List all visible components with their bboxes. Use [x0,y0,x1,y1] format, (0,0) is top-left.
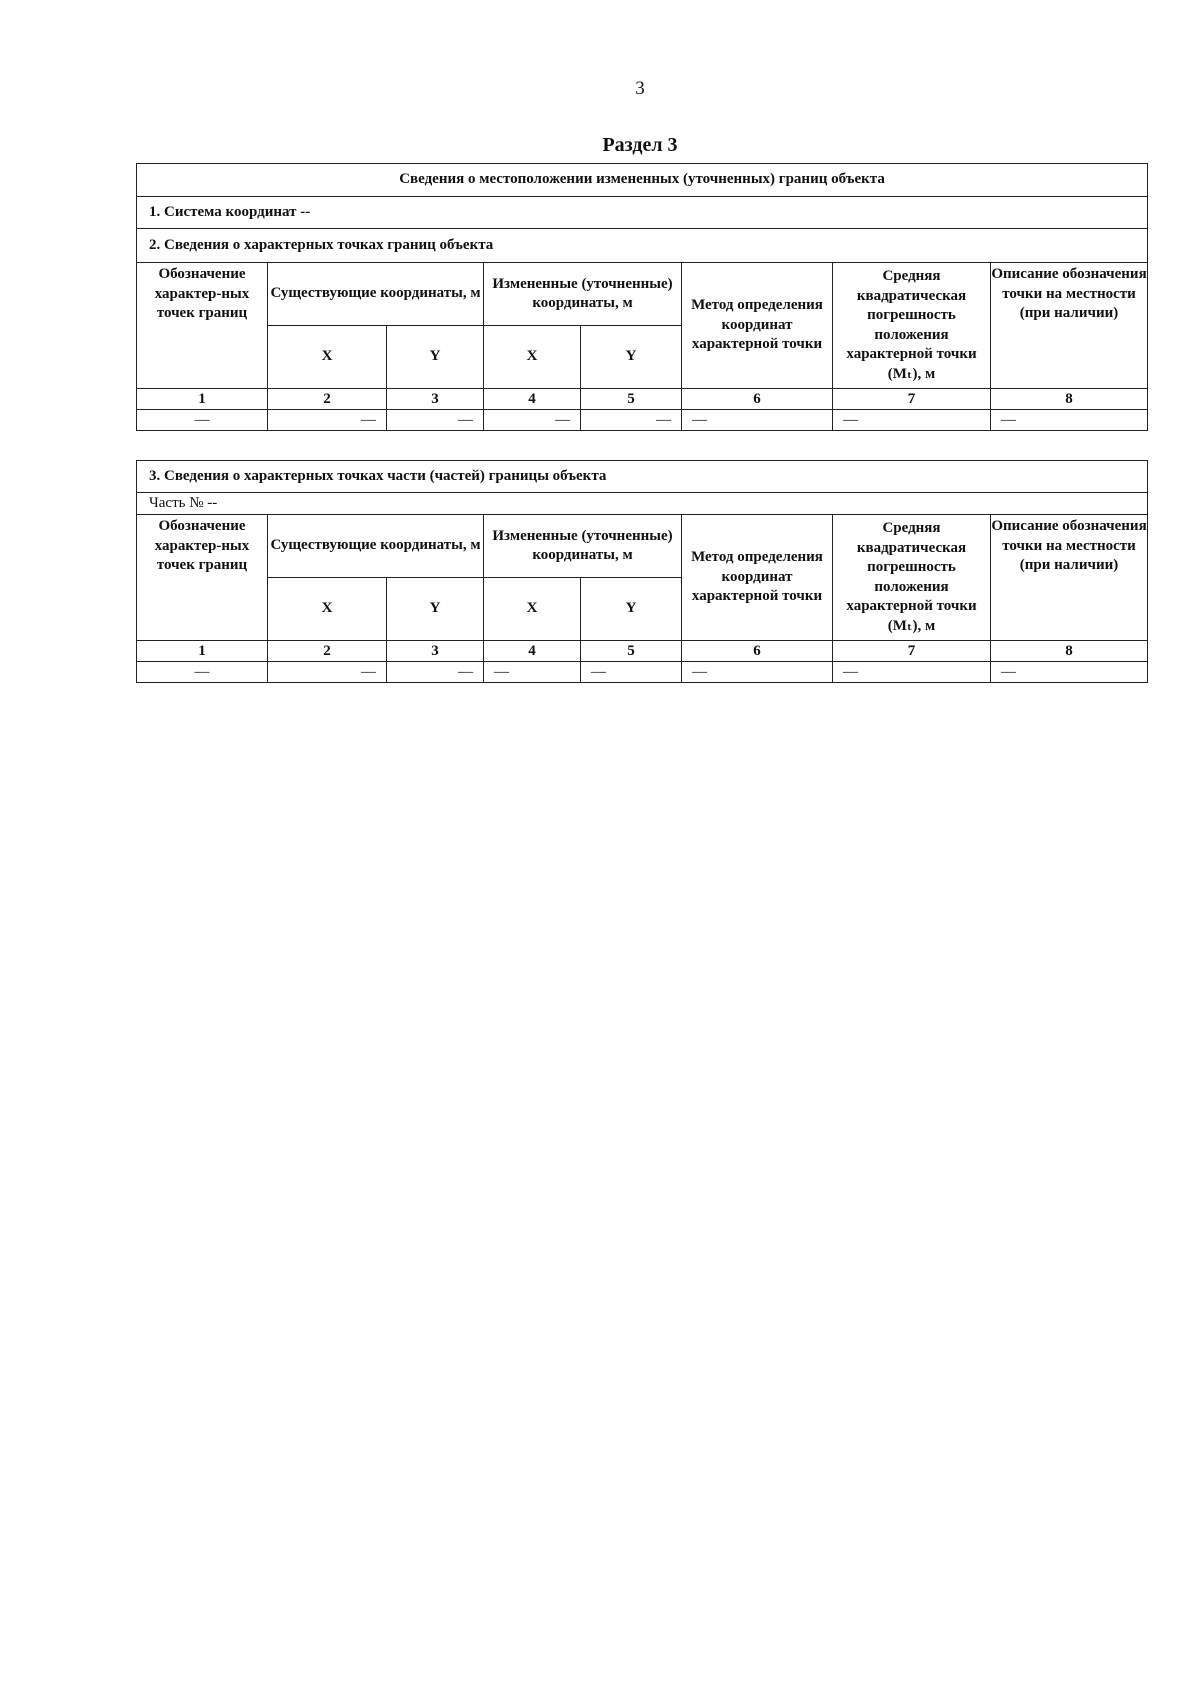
header-x-changed: X [484,326,581,389]
header-y-existing: Y [387,326,484,389]
table-cell: — [387,662,484,683]
header-method: Метод определения координат характерной точки [682,263,833,389]
header-designation: Обозначение характер-ных точек границ [137,515,268,641]
header-x-existing: X [268,326,387,389]
header-existing-coordinates: Существующие координаты, м [268,263,484,326]
table-row [137,662,1148,683]
table-cell: — [137,410,268,431]
column-number: 1 [137,641,268,662]
column-number: 6 [682,641,833,662]
column-number: 5 [581,641,682,662]
part-boundary-points-table [136,460,1148,683]
column-number: 2 [268,641,387,662]
column-number: 1 [137,389,268,410]
header-description: Описание обозначения точки на местности (при наличии) [991,263,1148,389]
header-method: Метод определения координат характерной точки [682,515,833,641]
column-number: 6 [682,389,833,410]
part-points-heading: 3. Сведения о характерных точках части (частей) границы объекта [137,461,1148,493]
column-number: 8 [991,389,1148,410]
column-number: 4 [484,389,581,410]
column-number: 7 [833,389,991,410]
table-cell: — [581,410,682,431]
header-y-existing: Y [387,578,484,641]
header-x-existing: X [268,578,387,641]
table-cell: — [268,662,387,683]
table-row [137,410,1148,431]
page-number: 3 [635,78,645,99]
table-cell: — [991,410,1148,431]
table-cell: — [682,410,833,431]
column-number: 4 [484,641,581,662]
table-cell: — [581,662,682,683]
table-cell: — [833,410,991,431]
boundary-points-table [136,163,1148,431]
header-x-changed: X [484,578,581,641]
column-number: 7 [833,641,991,662]
column-number: 2 [268,389,387,410]
table-cell: — [484,662,581,683]
table-cell: — [268,410,387,431]
coordinate-system-label: 1. Система координат -- [137,197,1148,229]
header-y-changed: Y [581,326,682,389]
part-number-label: Часть № -- [137,493,1148,515]
column-number: 5 [581,389,682,410]
header-changed-coordinates: Измененные (уточненные) координаты, м [484,515,682,578]
header-description: Описание обозначения точки на местности (при наличии) [991,515,1148,641]
table-cell: — [137,662,268,683]
header-designation: Обозначение характер-ных точек границ [137,263,268,389]
table-cell: — [833,662,991,683]
section-title: Раздел 3 [602,134,678,156]
header-error: Средняя квадратическая погрешность положения характерной точки (Mₜ), м [833,515,991,641]
column-number: 3 [387,641,484,662]
table-caption: Сведения о местоположении измененных (уточненных) границ объекта [137,164,1148,197]
table-cell: — [682,662,833,683]
header-y-changed: Y [581,578,682,641]
points-heading: 2. Сведения о характерных точках границ объекта [137,229,1148,263]
table-cell: — [387,410,484,431]
column-number: 8 [991,641,1148,662]
table-cell: — [991,662,1148,683]
header-changed-coordinates: Измененные (уточненные) координаты, м [484,263,682,326]
header-error: Средняя квадратическая погрешность положения характерной точки (Mₜ), м [833,263,991,389]
table-cell: — [484,410,581,431]
column-number: 3 [387,389,484,410]
header-existing-coordinates: Существующие координаты, м [268,515,484,578]
